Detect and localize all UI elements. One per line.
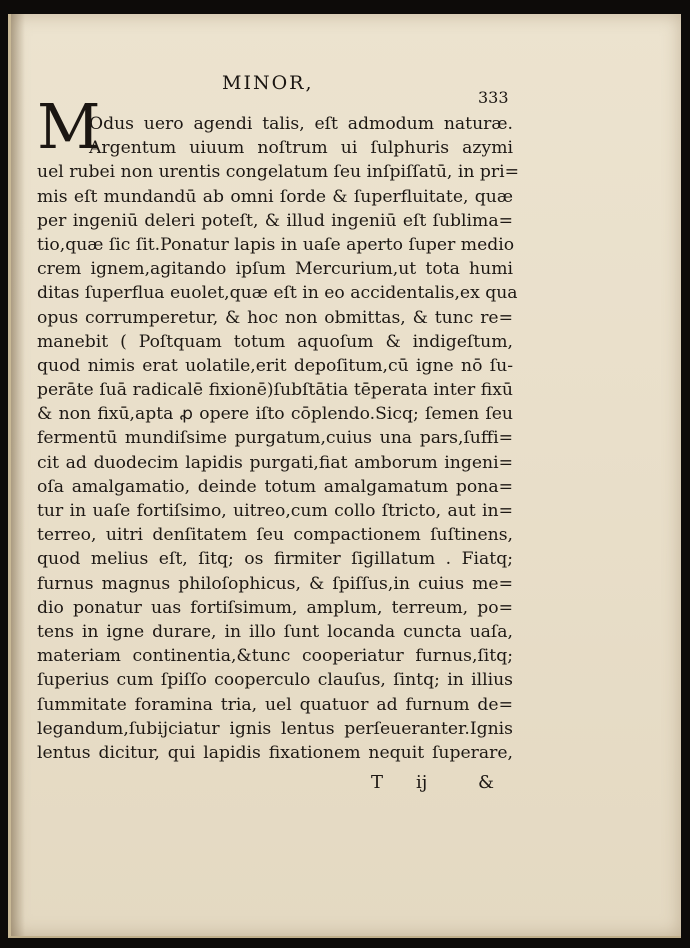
text-line: tur in uaſe fortiſsimo, uitreo,cum collo ſtricto, aut in= xyxy=(37,501,513,521)
text-line: furnus magnus philoſophicus, & ſpiſſus,in cuius me= xyxy=(37,573,513,594)
page-number: 333 xyxy=(478,88,509,107)
text-line: manebit ( Poſtquam totum aquoſum & indigeſtum, xyxy=(37,331,513,352)
text-line: ditas ſuperflua euolet,quæ eſt in eo accidentalis,ex qua xyxy=(37,283,518,304)
text-line: dio ponatur uas fortiſsimum, amplum, terreum, po= xyxy=(37,597,513,618)
text-line: terreo, uitri denſitatem ſeu compactionem ſuſtinens, xyxy=(37,525,513,546)
text-line: & non fixū,apta ꝓ opere iſto cōplendo.Sicq; ſemen ſeu xyxy=(37,404,513,425)
text-line: crem ignem,agitando ipſum Mercurium,ut tota humi xyxy=(37,259,513,280)
signature-number: ij xyxy=(416,772,428,793)
running-head xyxy=(222,72,314,94)
text-line: tens in igne durare, in illo ſunt locanda cuncta uaſa, xyxy=(37,621,513,642)
text-line: tio,quæ ſic ſit.Ponatur lapis in uaſe aperto ſuper medio xyxy=(37,234,515,255)
text-line: materiam continentia,&tunc cooperiatur furnus,ſitq; xyxy=(37,646,513,667)
text-line: fermentū mundiſsime purgatum,cuius una pars,ſuffi= xyxy=(37,428,513,449)
text-line: legandum,ſubijciatur ignis lentus perſeueranter.Ignis xyxy=(37,718,513,739)
text-line: per ingeniū deleri poteſt, & illud ingeniū eſt ſublima= xyxy=(37,210,513,231)
text-line: lentus dicitur, qui lapidis fixationem nequit ſuperare, xyxy=(37,742,513,763)
catchword: & xyxy=(478,772,495,793)
text-line: mis eſt mundandū ab omni ſorde & ſuperfluitate, quæ xyxy=(37,186,513,207)
text-line: quod nimis erat uolatile,erit depoſitum,cū igne nō ſu- xyxy=(37,355,513,376)
drop-cap-initial: M xyxy=(37,90,101,163)
text-line: Odus uero agendi talis, eſt admodum naturæ. xyxy=(89,114,513,134)
signature-letter: T xyxy=(371,772,384,793)
text-line: cit ad duodecim lapidis purgati,fiat amborum ingeni= xyxy=(37,452,513,473)
text-line: oſa amalgamatio, deinde totum amalgamatum pona= xyxy=(37,476,513,497)
body-text xyxy=(37,112,519,765)
running-head-text: MINOR, xyxy=(222,72,314,94)
text-line: quod melius eſt, ſitq; os firmiter ſigillatum . Fiatq; xyxy=(37,549,513,570)
text-line: perāte ſuā radicalē fixionē)ſubſtātia tēperata inter fixū xyxy=(37,380,513,401)
spine-shadow xyxy=(11,14,25,936)
text-line: uel rubei non urentis congelatum ſeu inſpiſſatū, in pri= xyxy=(37,162,519,183)
text-line: Argentum uiuum noſtrum ui ſulphuris azymi xyxy=(89,138,513,159)
text-line: opus corrumperetur, & hoc non obmittas, & tunc re= xyxy=(37,307,513,328)
text-line: ſummitate foramina tria, uel quatuor ad furnum de= xyxy=(37,694,513,715)
text-line: ſuperius cum ſpiſſo cooperculo clauſus, ſintq; in illius xyxy=(37,670,513,691)
